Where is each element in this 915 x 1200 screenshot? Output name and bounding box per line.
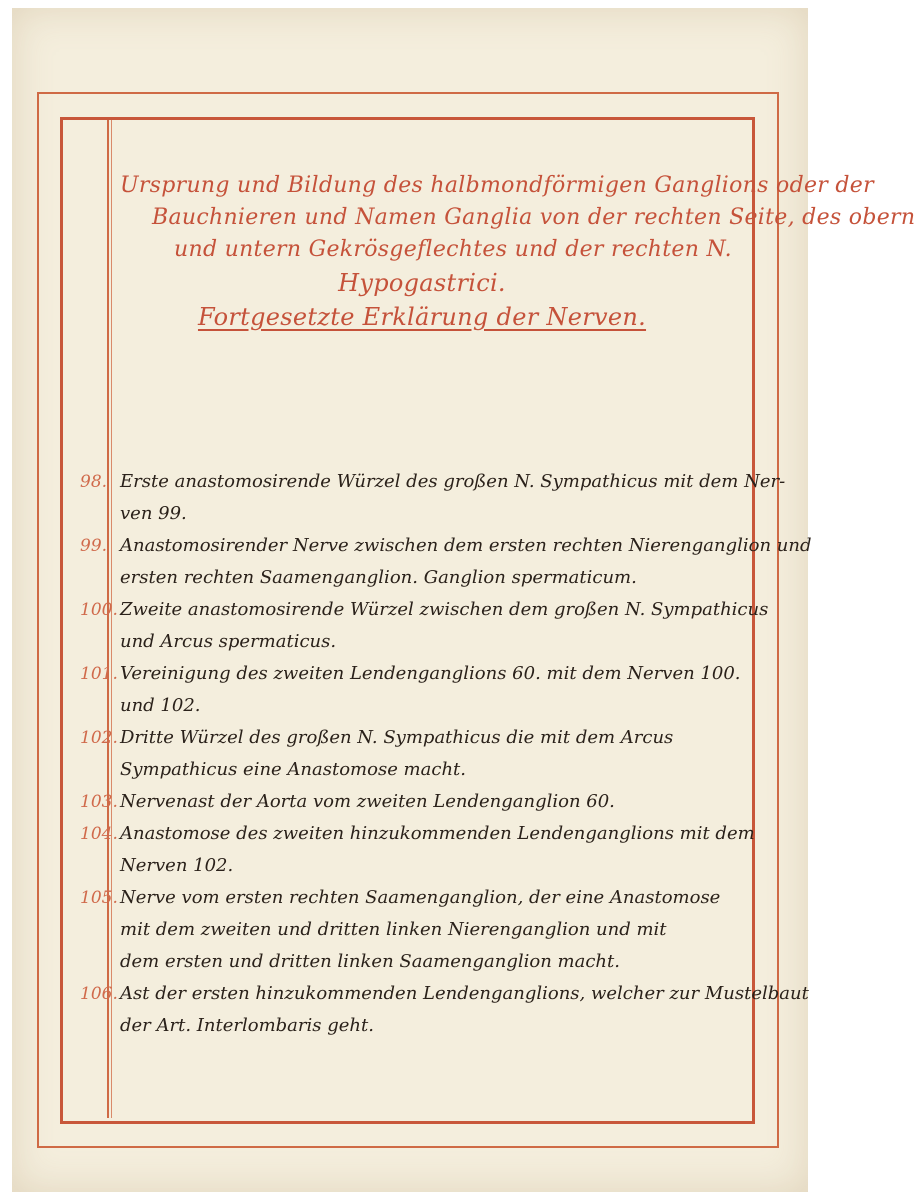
page-title — [112, 170, 915, 334]
entry-text: ven 99. — [120, 503, 187, 524]
title-line-3: und untern Gekrösgeflechtes und der rechten N. — [174, 237, 732, 262]
entry-text: Ast der ersten hinzukommenden Lendenganglions, welcher zur Mustelbaut — [120, 983, 809, 1004]
entry-text: Nerve vom ersten rechten Saamenganglion, der eine Anastomose — [120, 887, 721, 908]
entry-103 — [0, 786, 823, 818]
entry-text: Vereinigung des zweiten Lendenganglions 60. mit dem Nerven 100. — [120, 663, 741, 684]
entry-text: Anastomosirender Nerve zwischen dem ersten rechten Nierenganglion und — [120, 535, 812, 556]
entry-text: und 102. — [120, 695, 201, 716]
entry-text: Zweite anastomosirende Würzel zwischen dem großen N. Sympathicus — [120, 599, 769, 620]
entry-102 — [0, 722, 823, 786]
entry-104 — [0, 818, 823, 882]
title-line-2: Bauchnieren und Namen Ganglia von der rechten Seite, des obern — [152, 205, 915, 230]
entry-105 — [0, 882, 823, 978]
entry-text: dem ersten und dritten linken Saamenganglion macht. — [120, 951, 620, 972]
entry-list — [0, 466, 823, 1042]
entry-number: 105. — [80, 888, 118, 908]
entry-number: 100. — [80, 600, 118, 620]
entry-text: Sympathicus eine Anastomose macht. — [120, 759, 466, 780]
entry-text: Nervenast der Aorta vom zweiten Lendenganglion 60. — [120, 791, 615, 812]
entry-99 — [0, 530, 823, 594]
entry-text: Anastomose des zweiten hinzukommenden Lendenganglions mit dem — [120, 823, 755, 844]
entry-98 — [0, 466, 823, 530]
entry-text: Erste anastomosirende Würzel des großen N. Sympathicus mit dem Ner- — [120, 471, 786, 492]
title-line-1: Ursprung und Bildung des halbmondförmigen Ganglions oder der — [120, 173, 874, 198]
entry-100 — [0, 594, 823, 658]
subtitle: Fortgesetzte Erklärung der Nerven. — [197, 303, 647, 331]
entry-text: ersten rechten Saamenganglion. Ganglion spermaticum. — [120, 567, 637, 588]
entry-number: 101. — [80, 664, 118, 684]
entry-text: Nerven 102. — [120, 855, 234, 876]
entry-number: 106. — [80, 984, 118, 1004]
entry-number: 104. — [80, 824, 118, 844]
entry-text: mit dem zweiten und dritten linken Nierenganglion und mit — [120, 919, 667, 940]
entry-number: 98. — [80, 472, 108, 492]
entry-106 — [0, 978, 823, 1042]
entry-number: 103. — [80, 792, 118, 812]
entry-text: Dritte Würzel des großen N. Sympathicus die mit dem Arcus — [120, 727, 674, 748]
entry-number: 102. — [80, 728, 118, 748]
entry-text: und Arcus spermaticus. — [120, 631, 337, 652]
entry-101 — [0, 658, 823, 722]
entry-number: 99. — [80, 536, 108, 556]
title-line-4: Hypogastrici. — [338, 269, 506, 297]
entry-text: der Art. Interlombaris geht. — [120, 1015, 374, 1036]
